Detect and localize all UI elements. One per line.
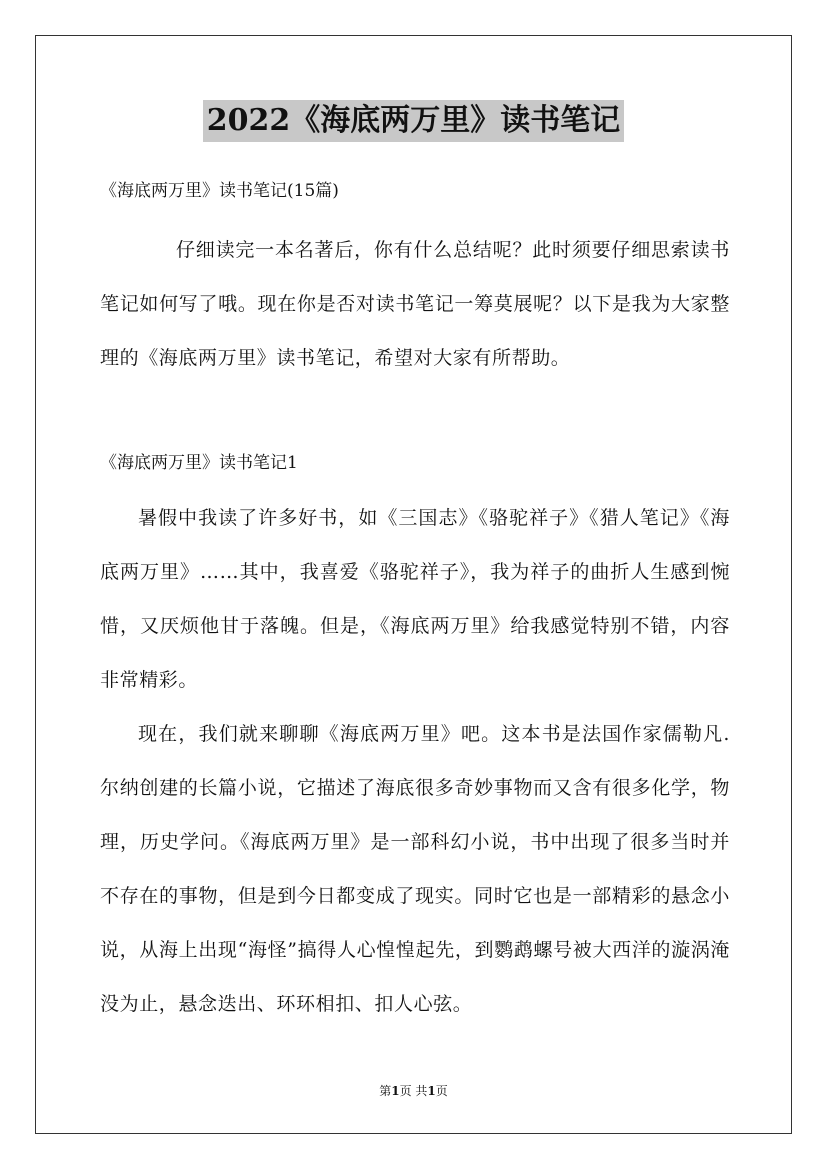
footer-suffix: 页 [435, 1084, 448, 1098]
body-paragraph-1: 暑假中我读了许多好书，如《三国志》《骆驼祥子》《猎人笔记》《海底两万里》……其中，我喜爱《骆驼祥子》，我为祥子的曲折人生感到惋惜，又厌烦他甘于落魄。但是，《海底两万里》给我感觉特别不错，内容非常精彩。 [100, 507, 730, 691]
page-footer [0, 1082, 827, 1100]
intro-paragraph: 仔细读完一本名著后，你有什么总结呢？此时须要仔细思索读书笔记如何写了哦。现在你是否对读书笔记一筹莫展呢？以下是我为大家整理的《海底两万里》读书笔记，希望对大家有所帮助。 [100, 239, 730, 369]
footer-prefix: 第 [379, 1084, 392, 1098]
footer-mid: 页 共 [399, 1084, 428, 1098]
section-heading: 《海底两万里》读书笔记1 [100, 453, 298, 473]
footer-page-current: 1 [391, 1084, 400, 1098]
footer-page-total: 1 [427, 1084, 436, 1098]
document-subtitle: 《海底两万里》读书笔记(15篇) [100, 181, 339, 201]
title-container [0, 100, 827, 142]
body-paragraph-2: 现在，我们就来聊聊《海底两万里》吧。这本书是法国作家儒勒凡.尔纳创建的长篇小说，它描述了海底很多奇妙事物而又含有很多化学，物理，历史学问。《海底两万里》是一部科幻小说，书中出现了很多当时并不存在的事物，但是到今日都变成了现实。同时它也是一部精彩的悬念小说，从海上出现“海怪”搞得人心惶惶起先，到鹦鹉螺号被大西洋的漩涡淹没为止，悬念迭出、环环相扣、扣人心弦。 [100, 723, 730, 1015]
document-title: 2022《海底两万里》读书笔记 [203, 100, 625, 142]
